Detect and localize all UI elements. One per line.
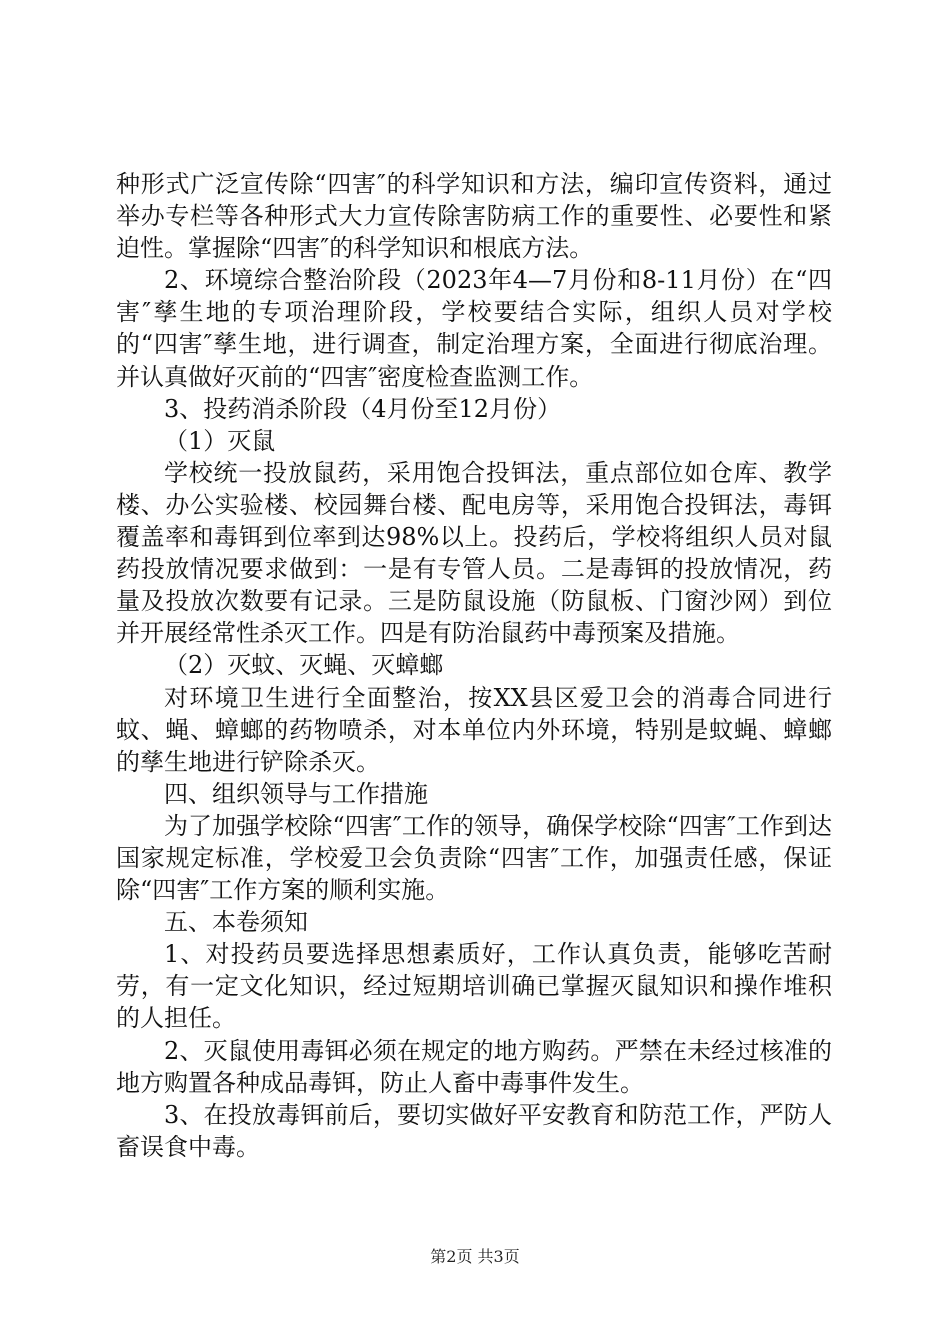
heading-notes: 五、本卷须知 [164,908,308,937]
paragraph-rat-control: 学校统一投放鼠药，采用饱合投铒法，重点部位如仓库、教学楼、办公实验楼、校园舞台楼、配电房等，采用饱合投铒法，毒铒覆盖率和毒铒到位率到达98%以上。投药后，学校将组织人员对鼠药投放情况要求做到：一是有专管人员。二是毒铒的投放情况，药量及投放次数要有记录。三是防鼠设施（防鼠板、门窗沙网）到位并开展经常性杀灭工作。四是有防治鼠药中毒预案及措施。 [116,458,832,648]
paragraph-note-3: 3、在投放毒铒前后，要切实做好平安教育和防范工作，严防人畜误食中毒。 [116,1100,832,1161]
paragraph-note-2: 2、灭鼠使用毒铒必须在规定的地方购药。严禁在未经过核准的地方购置各种成品毒铒，防止人畜中毒事件发生。 [116,1036,832,1097]
paragraph-propaganda: 种形式广泛宣传除“四害″的科学知识和方法，编印宣传资料，通过举办专栏等各种形式大力宣传除害防病工作的重要性、必要性和紧迫性。掌握除“四害″的科学知识和根底方法。 [116,170,832,263]
paragraph-environment-stage: 2、环境综合整治阶段（2023年4—7月份和8-11月份）在“四害″孳生地的专项治理阶段，学校要结合实际，组织人员对学校的“四害″孳生地，进行调查，制定治理方案，全面进行彻底治理。并认真做好灭前的“四害″密度检查监测工作。 [116,266,832,391]
document-body [116,168,832,1163]
page-number: 第2页 共3页 [430,1247,520,1266]
paragraph-note-1: 1、对投药员要选择思想素质好，工作认真负责，能够吃苦耐劳，有一定文化知识，经过短期培训确已掌握灭鼠知识和操作堆积的人担任。 [116,940,832,1033]
heading-rat-control: （1）灭鼠 [164,426,276,455]
paragraph-disinfection-stage: 3、投药消杀阶段（4月份至12月份） [164,394,562,423]
paragraph-organization: 为了加强学校除“四害″工作的领导，确保学校除“四害″工作到达国家规定标准，学校爱卫会负责除“四害″工作，加强责任感，保证除“四害″工作方案的顺利实施。 [116,811,832,905]
paragraph-insect-control: 对环境卫生进行全面整治，按XX县区爱卫会的消毒合同进行蚊、蝇、蟑螂的药物喷杀，对本单位内外环境，特别是蚊蝇、蟑螂的孳生地进行铲除杀灭。 [116,683,832,776]
heading-insect-control: （2）灭蚊、灭蝇、灭蟑螂 [164,651,444,680]
heading-organization: 四、组织领导与工作措施 [164,779,428,808]
